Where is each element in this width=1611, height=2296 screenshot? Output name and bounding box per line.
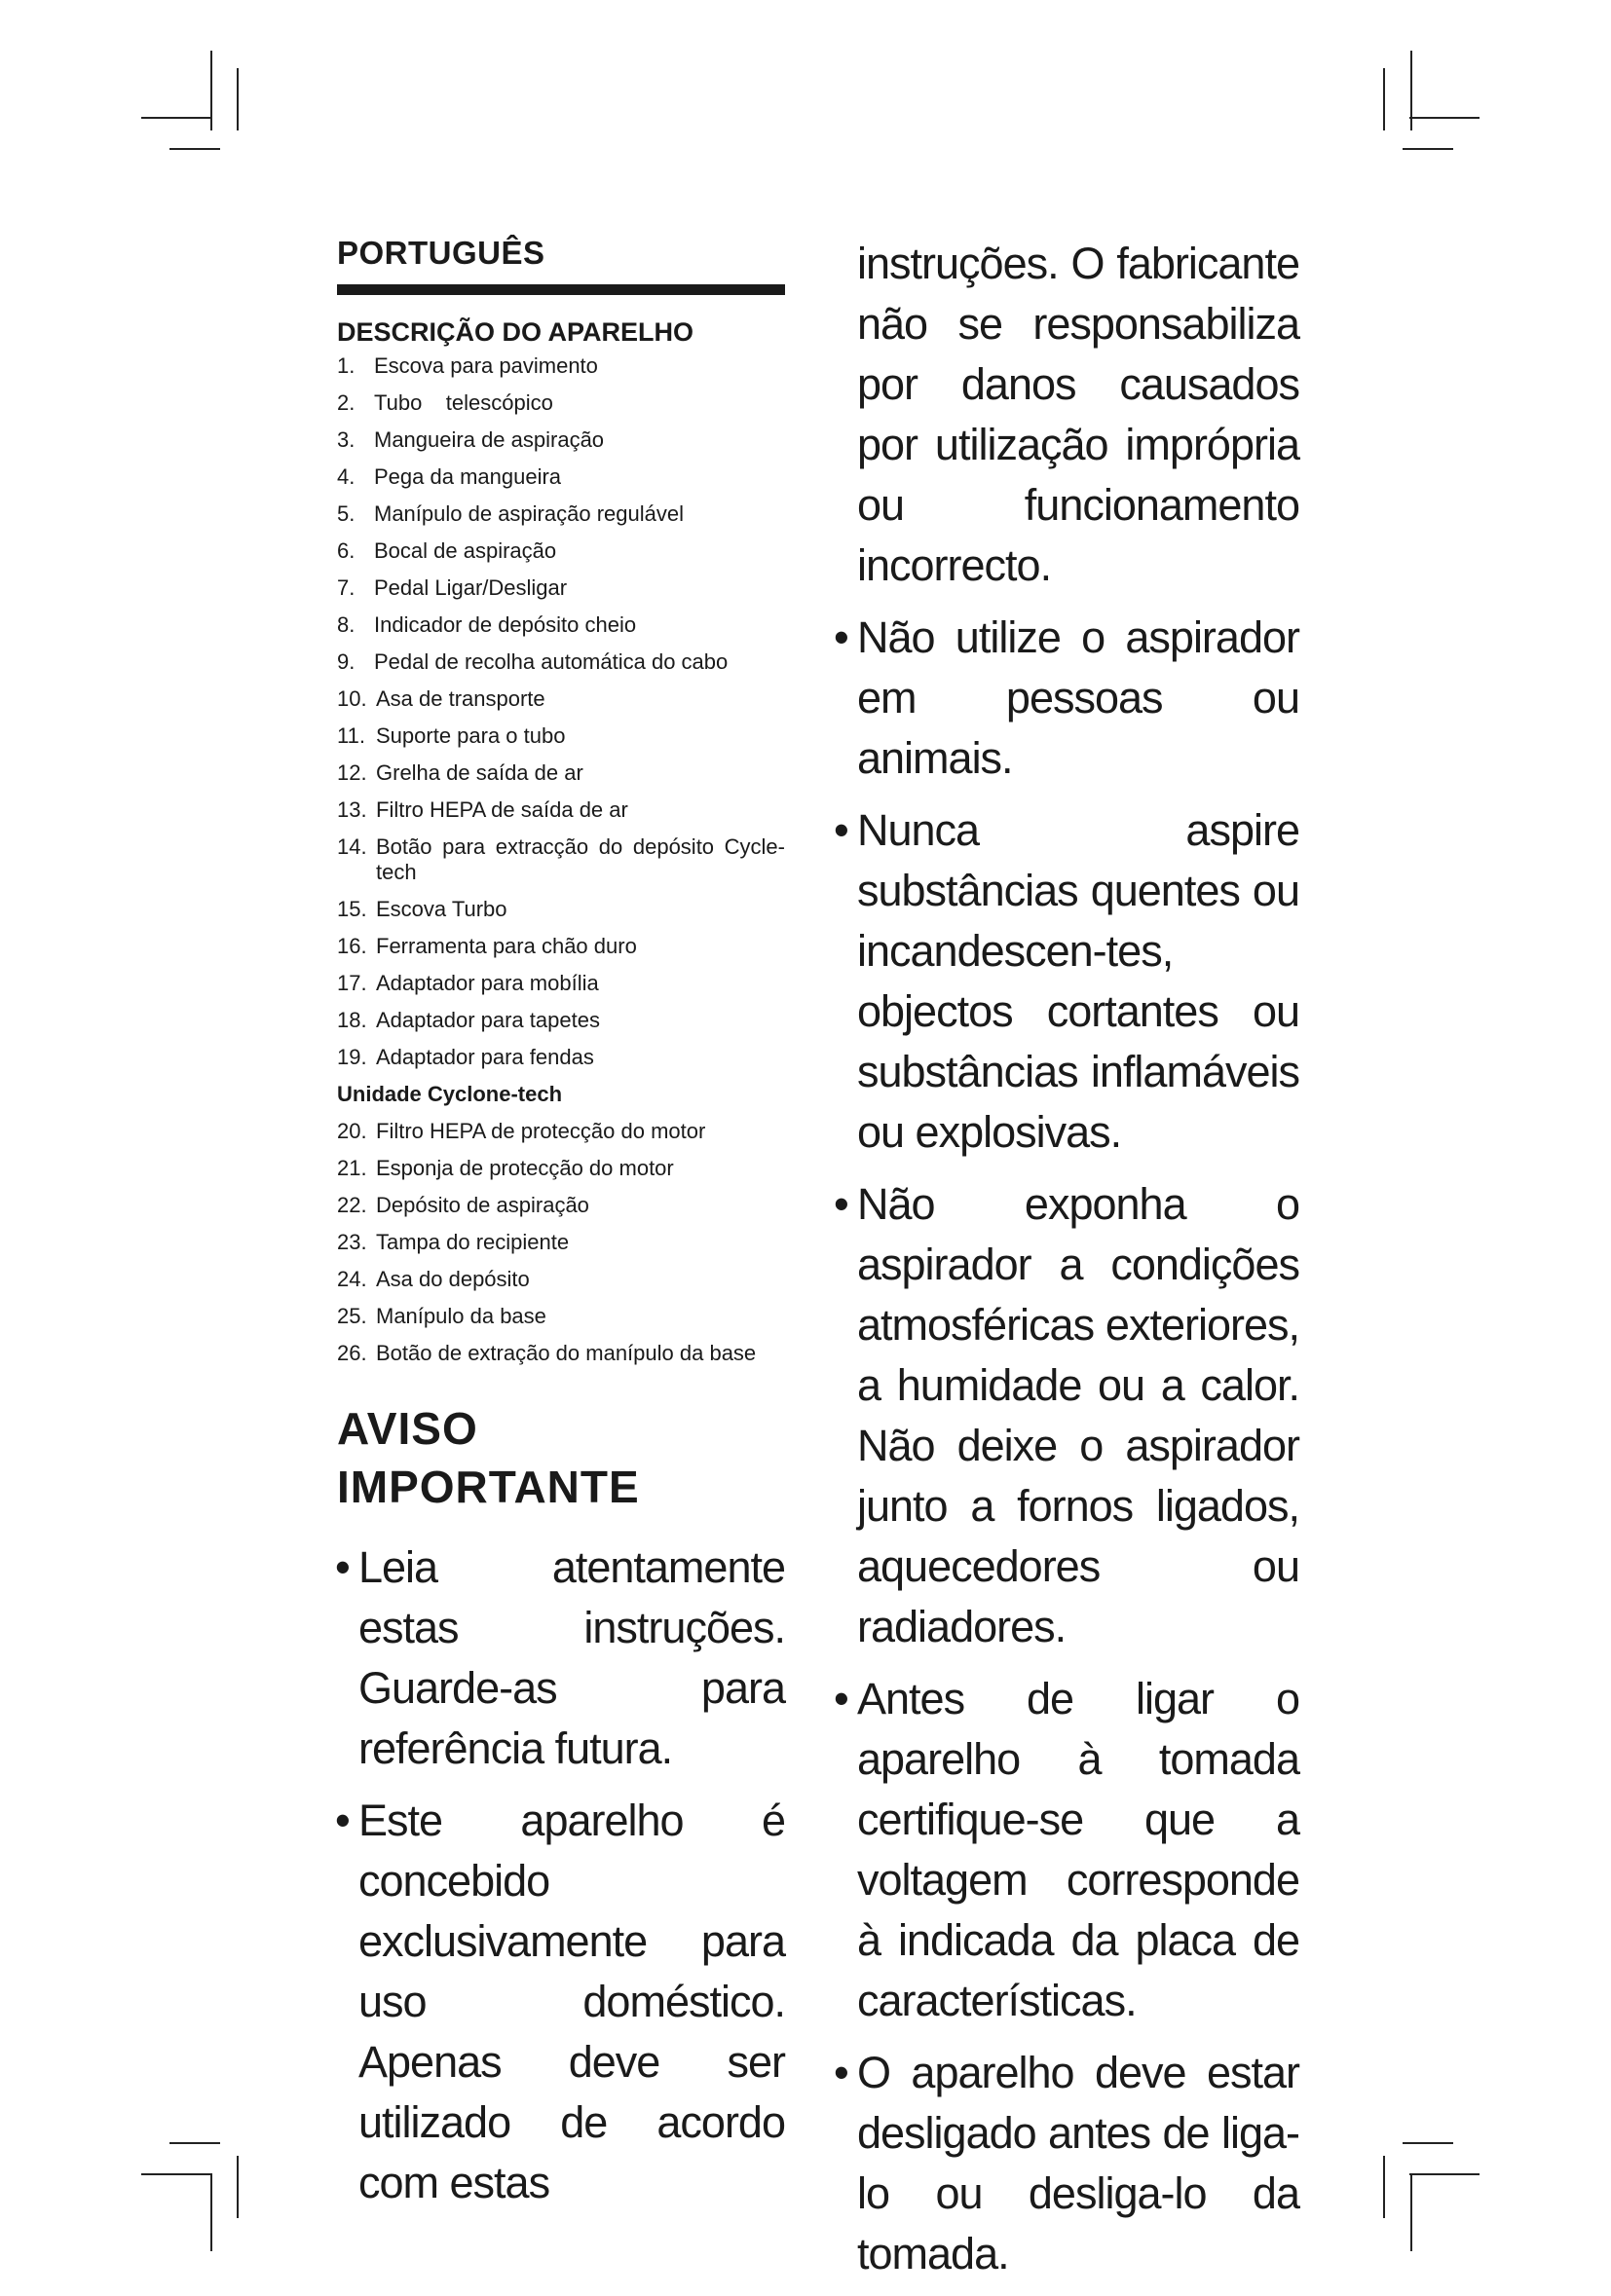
crop-mark [169, 148, 220, 150]
list-item: 22. Depósito de aspiração [337, 1193, 589, 1217]
list-item: 12. Grelha de saída de ar [337, 760, 583, 785]
warning-bullet: • O aparelho deve estar desligado antes de liga-lo ou desliga-lo da tomada. [836, 2043, 1299, 2284]
warning-title-line2: IMPORTANTE [337, 1462, 640, 1512]
list-item: 4. Pega da mangueira [337, 464, 562, 489]
crop-mark [1383, 68, 1385, 130]
bullet-mark: • [834, 1179, 848, 1229]
list-item: 15. Escova Turbo [337, 897, 507, 921]
warning-bullet: • Não utilize o aspirador em pessoas ou animais. [836, 608, 1299, 789]
left-column [337, 234, 785, 2225]
list-item: 2. Tubo telescópico [337, 390, 553, 415]
list-item: 20. Filtro HEPA de protecção do motor [337, 1119, 706, 1143]
unit-parts-list [337, 1119, 785, 1366]
crop-mark [1383, 2156, 1385, 2218]
warning-title-line1: AVISO [337, 1403, 478, 1454]
bullet-mark: • [834, 1674, 848, 1723]
list-item: 9. Pedal de recolha automática do cabo [337, 649, 729, 674]
warning-list-left [337, 1537, 785, 2213]
crop-mark [210, 2173, 212, 2251]
crop-mark [1403, 148, 1453, 150]
title-rule [337, 284, 785, 295]
warning-bullet: • Antes de ligar o aparelho à tomada certifique-se que a voltagem corresponde à indicada da placa de características. [836, 1669, 1299, 2031]
crop-mark [237, 68, 239, 130]
bullet-mark: • [834, 805, 848, 855]
crop-mark [1403, 2142, 1453, 2144]
crop-mark [1410, 2173, 1412, 2251]
crop-mark [141, 2173, 211, 2175]
list-item: 5. Manípulo de aspiração regulável [337, 501, 684, 526]
list-item: 24. Asa do depósito [337, 1267, 530, 1291]
warning-bullet: • Este aparelho é concebido exclusivamente para uso doméstico. Apenas deve ser utilizado de acordo com estas [337, 1791, 785, 2213]
list-item: 7. Pedal Ligar/Desligar [337, 575, 568, 600]
list-item: 17. Adaptador para mobília [337, 971, 599, 995]
list-item: 14. Botão para extracção do depósito Cycle-tech [337, 834, 785, 884]
list-item: 1. Escova para pavimento [337, 353, 598, 378]
crop-mark [141, 117, 211, 119]
crop-mark [169, 2142, 220, 2144]
list-item: 6. Bocal de aspiração [337, 538, 557, 563]
bullet-mark: • [834, 2048, 848, 2097]
list-item: 26. Botão de extração do manípulo da base [337, 1341, 757, 1365]
warning-bullet: • Nunca aspire substâncias quentes ou incandescen-tes, objectos cortantes ou substâncias inflamáveis ou explosivas. [836, 800, 1299, 1163]
list-item: 11. Suporte para o tubo [337, 723, 566, 748]
right-column [836, 234, 1299, 2296]
warning-bullet: • Não exponha o aspirador a condições atmosféricas exteriores, a humidade ou a calor. Não deixe o aspirador junto a fornos ligados, aquecedores ou radiadores. [836, 1174, 1299, 1657]
warning-bullet: • Leia atentamente estas instruções. Guarde-as para referência futura. [337, 1537, 785, 1779]
warning-list-right [836, 608, 1299, 2284]
list-item: 19. Adaptador para fendas [337, 1045, 594, 1069]
list-item: 18. Adaptador para tapetes [337, 1008, 600, 1032]
list-item: 3. Mangueira de aspiração [337, 427, 605, 452]
warning-title [337, 1399, 785, 1516]
language-title: PORTUGUÊS [337, 235, 545, 271]
bullet-mark: • [335, 1796, 350, 1845]
crop-mark [1409, 117, 1480, 119]
list-item: 10. Asa de transporte [337, 686, 545, 711]
bullet-mark: • [834, 612, 848, 662]
list-item: 21. Esponja de protecção do motor [337, 1156, 674, 1180]
list-item: 13. Filtro HEPA de saída de ar [337, 797, 628, 822]
bullet-mark: • [335, 1542, 350, 1592]
list-item: 8. Indicador de depósito cheio [337, 612, 637, 637]
list-item: 25. Manípulo da base [337, 1304, 546, 1328]
parts-list [337, 353, 785, 1070]
section-title: DESCRIÇÃO DO APARELHO [337, 317, 694, 347]
unit-heading: Unidade Cyclone-tech [337, 1082, 563, 1106]
list-item: 23. Tampa do recipiente [337, 1230, 570, 1254]
crop-mark [237, 2156, 239, 2218]
list-item: 16. Ferramenta para chão duro [337, 934, 637, 958]
warning-continuation: instruções. O fabricante não se responsabiliza por danos causados por utilização imprópria ou funcionamento incorrecto. [857, 239, 1299, 590]
crop-mark [1409, 2173, 1480, 2175]
